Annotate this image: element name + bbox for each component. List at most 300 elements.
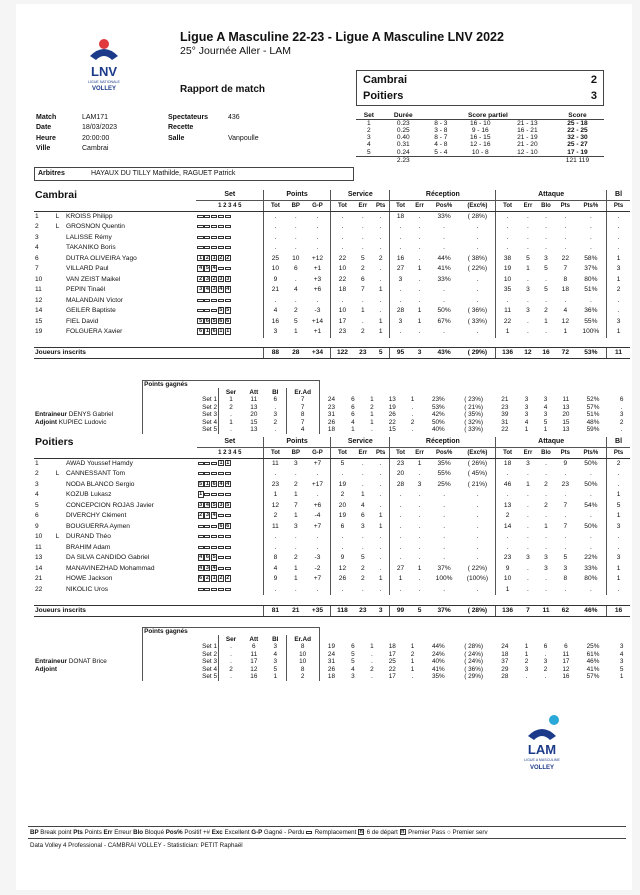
stat-gp: +6 [313,286,322,294]
stat-rtot: . [390,522,411,533]
player-row [34,306,630,317]
points-atot: 29 [501,665,509,673]
points-set-label: Set 2 [143,651,219,659]
stat-stot: . [331,469,354,480]
set-position-box [218,567,224,570]
stat-pts: 4 [264,564,287,575]
sets-h-duree: Durée [382,112,425,120]
set-position-box [204,236,210,239]
label-spectateurs: Spectateurs [168,113,209,121]
set-final-score: 17 - 19 [567,148,588,156]
points-stot: 19 [327,643,336,651]
total-pts: 81 [264,605,287,616]
points-stot: 23 [327,403,336,411]
stat-bl: . [607,469,630,480]
lnv-logo-sub: LIGUE NATIONALE [88,80,120,84]
stat-rexc: ( 36%) [467,307,488,315]
player-sets [196,275,263,286]
set-cell: 12 - 16 [469,141,491,149]
points-set-label: Set 1 [143,643,219,651]
legend-key: BP [30,829,41,836]
player-number: 19 [35,328,43,336]
player-row [34,254,630,265]
stat-ablo: 3 [544,554,548,562]
total-rtot: 95 [390,348,411,359]
points-set-row [34,651,634,659]
stat-rtot: . [390,543,411,554]
stat-bp: 2 [293,554,298,562]
stat-apts: 7 [563,265,568,273]
set-position-box: 2 [205,254,209,261]
stat-bp: 6 [293,265,298,273]
set-position-box [197,246,203,249]
points-rpos: 40% [431,658,445,666]
sub-header: G-P [305,201,331,212]
player-name: DIVERCHY Clément [65,512,127,520]
stat-spts: 2 [378,254,383,262]
player-name: GEILER Baptiste [65,307,116,315]
player-number: 9 [35,522,39,530]
player-libero-flag [55,585,65,596]
legend-key: Exc [211,829,225,836]
points-set-row [34,666,634,674]
player-name: NODA BLANCO Sergio [65,480,135,488]
points-aerr: 3 [524,403,529,411]
stat-bl: . [607,212,630,223]
bps-h-bl: Bl [272,388,279,396]
player-number: 14 [35,307,43,315]
sub-header: Err [354,448,372,459]
points-ser: . [230,673,232,681]
stat-spts: . [379,470,382,478]
set-position-box: 2 [205,575,209,582]
set-position-box [198,472,204,475]
points-spts: 2 [370,403,374,411]
stat-ablo: . [545,213,547,220]
stat-spts: . [379,223,382,231]
player-number: 12 [35,296,43,304]
set-cell: 0.25 [396,127,410,135]
stat-rexc: . [476,244,479,252]
set-position-box [211,493,217,496]
stat-rexc: ( 28%) [467,213,488,220]
points-apct: 57% [586,673,600,681]
stat-rerr: . [418,543,421,551]
points-apts: 15 [562,418,570,426]
set-position-box: 5 [226,501,230,508]
points-spts: . [371,426,373,434]
stat-bp: . [294,296,297,304]
player-libero-flag: L [55,533,60,541]
player-name: BOUGUERRA Aymen [65,522,130,530]
stat-spts: 1 [378,317,383,325]
away-points-gagnes-label: Points gagnés [143,628,319,636]
stat-rtot: . [390,585,411,596]
set-position-box [218,546,224,549]
col-bl: Bl [607,190,630,201]
points-ser: 1 [229,396,233,404]
stat-rtot: . [390,532,411,543]
points-apct: 46% [586,658,600,666]
player-libero-flag [55,233,65,244]
points-spts: 1 [370,396,374,404]
points-spts: . [371,658,373,666]
set-position-box: 4 [199,554,203,561]
stat-ablo: 5 [544,286,548,294]
points-erad: 7 [286,396,319,404]
player-number: 14 [35,564,43,572]
stat-atot: . [496,233,519,244]
stat-spts: . [379,265,382,273]
stat-rpos: 33% [437,213,451,220]
stat-rerr: . [418,554,421,562]
points-rtot: 25 [388,658,396,666]
stat-rexc: . [476,223,479,231]
stat-bl: . [607,480,630,491]
set-position-box [197,236,203,239]
points-apct: 52% [586,396,600,404]
sub-header: Tot [496,448,519,459]
stat-rerr: . [418,254,421,262]
stat-rexc: . [476,543,479,551]
stat-spts: 1 [378,512,383,520]
stat-ablo: 3 [544,564,548,572]
stat-stot: 26 [331,574,354,585]
stat-bl: 1 [607,275,630,286]
player-row [34,469,630,480]
stat-aerr: . [527,233,529,241]
stat-bl: . [607,243,630,254]
bps-left [34,643,143,651]
stat-pts: . [264,543,287,554]
points-aerr: 3 [524,396,529,404]
player-row [34,553,630,564]
stat-rtot: 20 [390,469,411,480]
stat-rerr: 3 [417,480,422,488]
total-aerr: 12 [519,348,537,359]
stat-rpos: 25% [437,480,451,488]
points-atot: 28 [501,673,509,681]
stat-serr: . [361,223,364,231]
stat-rpos: . [443,533,446,541]
player-sets [196,306,263,317]
stat-rexc: . [476,328,479,336]
total-bp: 21 [287,605,305,616]
sub-empty [34,201,196,212]
points-set-label: Set 5 [143,426,219,434]
points-rexc: ( 29%) [464,673,484,681]
stat-rpos: 33% [437,275,451,283]
stat-serr: 4 [361,501,365,509]
points-set-row [34,643,634,651]
points-stot: 31 [327,658,336,666]
set-position-box [197,215,203,218]
points-bl2: 3 [619,658,624,666]
points-set-label: Set 2 [143,404,219,412]
set-position-box: 6 [219,522,223,529]
stat-apts: . [564,512,567,520]
sub-header: Err [519,448,537,459]
set-position-box [211,236,217,239]
stat-gp: . [316,244,319,252]
set-position-box [211,525,217,528]
set-position-box [225,215,231,218]
away-adjoint [34,666,143,674]
stat-spts: 1 [378,575,383,583]
set-position-box: 4 [199,265,203,272]
stat-stot: . [331,585,354,596]
stat-spts: . [379,275,382,283]
stat-rexc: (100%) [466,575,489,583]
set-position-box: 3 [199,501,203,508]
set-position-box [218,225,224,228]
stat-stot: 19 [331,511,354,522]
stat-ablo: . [545,491,547,499]
stat-pts: 21 [264,285,287,296]
lam-logo [514,712,570,776]
sets-table [356,112,604,164]
points-apct: 51% [586,411,600,419]
stat-stot: . [331,543,354,554]
stat-atot: . [496,296,519,307]
stat-pts: 16 [264,317,287,328]
points-att: 6 [252,643,256,651]
stat-atot: . [496,532,519,543]
points-rtot: 19 [388,403,396,411]
points-set-row [34,658,634,666]
stat-pts: . [264,233,287,244]
set-cell: 8 - 3 [434,120,448,127]
stat-bp: 1 [293,564,298,572]
points-rexc: ( 23%) [464,396,484,404]
sub-header: Pos% [429,201,460,212]
sub-header: Err [411,448,429,459]
stat-rtot: 3 [390,317,411,328]
stat-rexc: ( 22%) [467,265,488,273]
stat-aerr: . [527,512,529,520]
sub-header: Err [354,201,372,212]
set-position-box [204,525,210,528]
stat-apct: . [589,244,592,252]
stat-gp: +7 [313,575,322,583]
away-stats-table [34,437,630,617]
col-points: Points [264,437,331,448]
stat-apts: 8 [563,275,568,283]
bps-empty [143,635,219,643]
stat-bl: 1 [607,511,630,522]
stat-ablo: 2 [544,307,548,315]
points-ser: . [230,650,232,658]
stat-atot: 23 [496,553,519,564]
bps-left [34,396,143,404]
stat-rexc: . [476,585,479,593]
bps-left [34,404,143,412]
set-cell: 5 - 4 [434,148,448,156]
stat-aerr: 3 [526,307,530,315]
stat-rexc: . [476,512,479,520]
stat-apct: 54% [584,501,598,509]
points-erad: 8 [286,411,319,419]
stat-ablo: 2 [544,480,548,488]
player-libero-flag [55,306,65,317]
player-row [34,480,630,491]
stat-aerr: . [527,223,529,231]
stat-apts: 22 [561,254,569,262]
home-adjoint [34,419,143,427]
total-gp: +34 [305,348,331,359]
player-sets [197,522,264,533]
stat-stot: . [331,532,354,543]
stat-rexc: . [476,233,479,241]
stat-serr: 5 [361,554,365,562]
sets-h-score: Score [551,112,604,120]
stat-bp: 2 [293,307,298,315]
stat-serr: . [361,533,364,541]
total-pts: 88 [264,348,287,359]
stat-atot: . [496,243,519,254]
set-position-box [225,514,231,517]
player-sets [197,511,264,522]
stat-apts: . [564,533,567,541]
player-sets [197,543,264,554]
stat-bl: 2 [607,459,630,470]
col-reception: Réception [390,437,496,448]
set-position-box: 2 [226,254,230,261]
stat-atot: 35 [496,285,519,296]
points-bl2: 3 [619,411,624,419]
stat-rerr: . [418,286,421,294]
set-position-box [225,472,231,475]
points-bl2: 3 [619,643,624,651]
player-row [34,574,630,585]
bps-empty [34,388,143,396]
spacer-row [34,595,630,605]
stat-rerr: . [418,585,421,593]
player-libero-flag [55,296,65,307]
player-row [34,264,630,275]
player-libero-flag [55,243,65,254]
sub-header: Tot [390,448,411,459]
player-sets [196,254,263,265]
stat-atot: 10 [496,574,519,585]
set-position-box: 5 [226,307,230,314]
bps-h-erad: Er.Ad [286,635,319,643]
stat-spts: . [379,564,382,572]
stat-apct: . [589,213,592,220]
spectateurs-value: 436 [228,113,240,121]
stat-serr: 2 [361,564,365,572]
points-att: 20 [250,411,258,419]
home-team-title: Cambrai [35,190,78,201]
set-position-box [204,246,210,249]
arbitres-value: HAYAUX DU TILLY Mathilde, RAGUET Patrick [91,170,236,177]
set-cell: 16 - 15 [469,134,491,142]
stat-rpos: . [443,233,446,241]
remplacement-icon [306,831,312,834]
player-name: VAN ZEIST Maikel [65,275,121,283]
player-row [34,522,630,533]
stat-aerr: . [527,501,529,509]
points-erad: 10 [286,658,319,666]
set-position-box [198,525,204,528]
stat-gp: . [316,533,319,541]
stat-serr: . [361,296,364,304]
points-rerr: . [411,403,414,411]
stat-rtot: . [390,233,411,244]
away-entraineur-name: DONAT Brice [66,658,107,666]
set-position-box: 5 [212,317,216,324]
stat-aerr: 3 [526,554,530,562]
player-name: MALANDAIN Victor [65,296,123,304]
stat-apts: . [564,296,567,304]
set-position-box: 5 [199,317,203,324]
stat-rpos: . [443,286,446,294]
player-name: LALISSE Rémy [65,233,112,241]
points-ablo: 1 [543,426,548,434]
col-set: Set [197,437,264,448]
col-points: Points [264,190,331,201]
lam-logo-sub: LIGUE A MASCULINE [524,758,560,762]
stat-gp: . [316,223,319,231]
stat-stot: . [331,296,354,307]
points-rpos: 35% [431,673,445,681]
points-att: 16 [250,673,258,681]
points-rpos: 53% [431,403,445,411]
set-position-box: 1 [219,328,223,335]
set-position-box: 3 [219,275,223,282]
points-set-label: Set 1 [143,396,219,404]
stat-ablo: . [545,470,547,478]
set-cell: 16 - 21 [517,127,538,135]
stat-gp: +6 [313,501,322,509]
stat-ablo: . [545,585,547,593]
player-libero-flag [55,254,65,265]
stat-spts: 1 [378,522,383,530]
legend-key: Err [103,829,115,836]
stat-aerr: . [527,275,529,283]
total-stot: 118 [331,605,354,616]
stat-apts: . [564,470,567,478]
stat-stot: 22 [331,254,354,265]
bps-empty [34,381,143,389]
sub-header: Pts [372,201,390,212]
stat-rtot: 1 [390,574,411,585]
total-bl: 11 [607,348,630,359]
points-bl: 3 [273,658,278,666]
stat-pts: . [264,585,287,596]
player-sets [197,490,264,501]
away-entraineur-label: Entraineur [35,658,67,666]
stat-atot: . [496,543,519,554]
stat-pts: 12 [264,501,287,512]
points-set-label: Set 3 [143,658,219,666]
stat-aerr: . [527,317,529,325]
away-team-score: 3 [590,90,597,102]
stat-aerr: . [527,213,529,220]
player-sets [197,532,264,543]
stat-rtot: 27 [390,564,411,575]
stat-serr: . [361,244,364,252]
bps-empty [319,388,634,396]
points-spts: . [371,650,373,658]
stat-rexc: ( 22%) [467,564,488,572]
bps-empty [319,628,634,636]
set-cell: 0.31 [396,141,410,149]
home-stats-table [34,190,630,359]
set-position-box [211,546,217,549]
set-cell: 21 - 13 [517,120,538,127]
stat-rexc: ( 26%) [467,460,488,467]
